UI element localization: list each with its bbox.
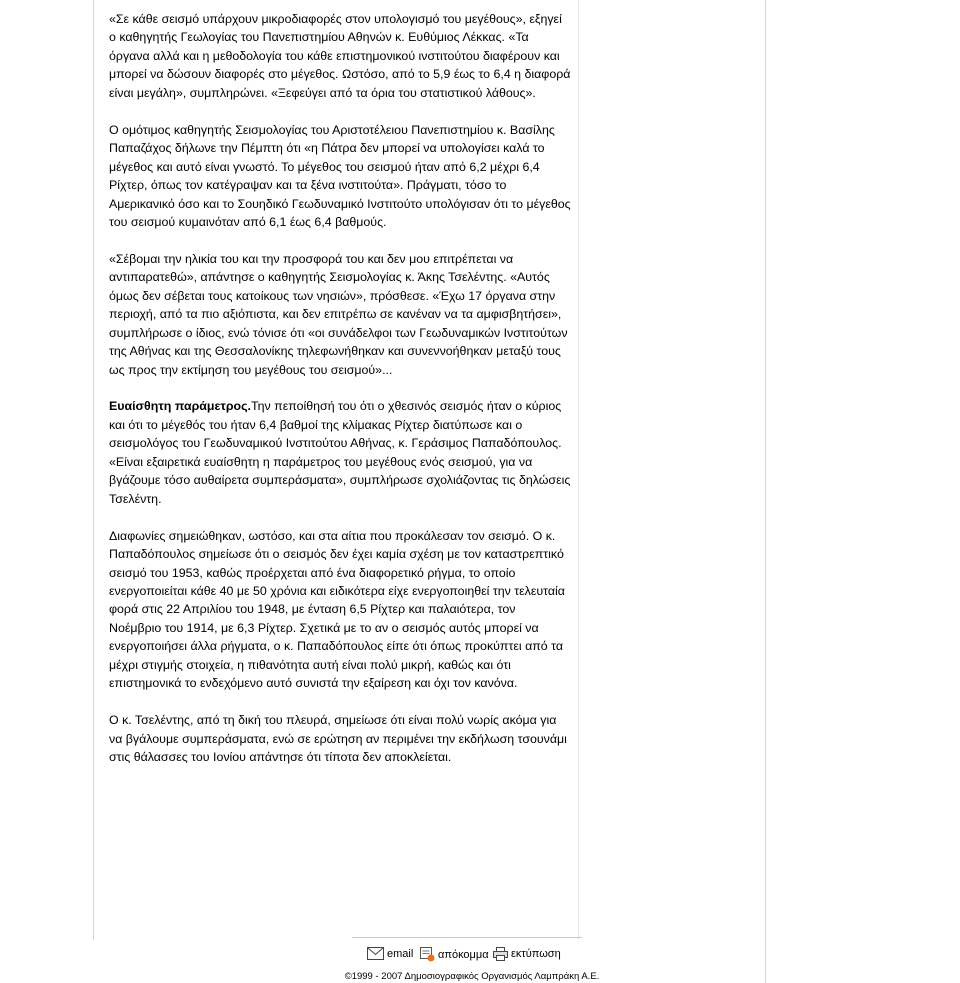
center-column-divider — [578, 0, 579, 940]
article-paragraph: Διαφωνίες σημειώθηκαν, ωστόσο, και στα αίτια που προκάλεσαν τον σεισμό. Ο κ. Παπαδόπουλος σημείωσε ότι ο σεισμός δεν έχει καμία σχέση με τον καταστρεπτικό σεισμό του 1953, καθώς προέρχεται από ένα διαφορετικό ρήγμα, το οποίο ενεργοποιείται κάθε 40 με 50 χρόνια και ειδικότερα είχε ενεργοποιηθεί την τελευταία φορά στις 22 Απριλίου του 1948, με ένταση 6,5 Ρίχτερ και παλαιότερα, τον Νοέμβριο του 1914, με 6,3 Ρίχτερ. Σχετικά με το αν ο σεισμός αυτός μπορεί να ενεργοποιήσει άλλα ρήγματα, ο κ. Παπαδόπουλος είπε ότι όπως προκύπτει από τα μέχρι στιγμής στοιχεία, η πιθανότητα αυτή είναι πολύ μικρή, καθώς και ότι επιστημονικά το ενδεχόμενο αυτό συνιστά την εξαίρεση και όχι τον κανόνα. — [109, 528, 565, 691]
copyright-text: ©1999 - 2007 Δημοσιογραφικός Οργανισμός Λαμπράκη Α.Ε. — [344, 971, 600, 982]
comment-link[interactable] — [420, 947, 489, 962]
printer-icon — [493, 947, 508, 961]
footer — [0, 971, 960, 982]
section-heading: Ευαίσθητη παράμετρος. — [109, 399, 251, 414]
article-body — [109, 10, 571, 785]
article-paragraph: «Σέβομαι την ηλικία του και την προσφορά του και δεν μου επιτρέπεται να αντιπαρατεθώ», απάντησε ο καθηγητής Σεισμολογίας κ. Άκης Τσελέντης. «Αυτός όμως δεν σέβεται τους κατοίκους των νησιών», πρόσθεσε. «Έχω 17 όργανα στην περιοχή, από τα πιο αξιόπιστα, και δεν επιτρέπω σε κανέναν να τα αμφισβητήσει», συμπλήρωσε ο ίδιος, ενώ τόνισε ότι «οι συνάδελφοι των Γεωδυναμικών Ινστιτούτων της Αθήνας και της Θεσσαλονίκης τηλεφωνήθηκαν και συνεννοήθηκαν μεταξύ τους ως προς την εκτίμηση του μεγέθους του σεισμού»... — [109, 251, 568, 377]
article-tools-bar — [352, 937, 582, 964]
left-column-divider — [93, 0, 94, 940]
section-text: Την πεποίθησή του ότι ο χθεσινός σεισμός ήταν ο κύριος και ότι το μέγεθός του ήταν 6,4 βαθμοί της κλίμακας Ρίχτερ διατύπωσε και ο σεισμολόγος του Γεωδυναμικού Ινστιτούτου Αθήνας, κ. Γεράσιμος Παπαδόπουλος. «Είναι εξαιρετικά ευαίσθητη η παράμετρος του μεγέθους ενός σεισμού, για να βγάζουμε τόσο αυθαίρετα συμπεράσματα», συμπλήρωσε σχολιάζοντας τις δηλώσεις Τσελέντη. — [109, 399, 571, 506]
comment-label: απόκομμα — [438, 948, 489, 961]
article-paragraph: Ο κ. Τσελέντης, από τη δική του πλευρά, σημείωσε ότι είναι πολύ νωρίς ακόμα για να βγάλουμε συμπεράσματα, ενώ σε ερώτηση αν περιμένει την εκδήλωση τσουνάμι στις θάλασσες του Ιονίου απάντησε ότι τίποτα δεν αποκλείεται. — [109, 713, 567, 765]
envelope-icon — [367, 947, 384, 960]
right-column-divider — [765, 0, 766, 983]
email-link[interactable] — [367, 947, 413, 960]
article-paragraph: «Σε κάθε σεισμό υπάρχουν μικροδιαφορές στον υπολογισμό του μεγέθους», εξηγεί ο καθηγητής Γεωλογίας του Πανεπιστημίου Αθηνών κ. Ευθύμιος Λέκκας. «Τα όργανα αλλά και η μεθοδολογία του κάθε επιστημονικού ινστιτούτου διαφέρουν και μπορεί να δώσουν διαφορές στο μέγεθος. Ωστόσο, από το 5,9 έως το 6,4 η διαφορά είναι μεγάλη», συμπληρώνει. «Ξεφεύγει από τα όρια του στατιστικού λάθους». — [109, 12, 571, 100]
print-label: εκτύπωση — [511, 948, 561, 960]
article-paragraph — [109, 397, 571, 508]
comment-icon — [420, 947, 435, 962]
email-label: email — [387, 947, 414, 960]
article-paragraph: Ο ομότιμος καθηγητής Σεισμολογίας του Αριστοτέλειου Πανεπιστημίου κ. Βασίλης Παπαζάχος δήλωνε την Πέμπτη ότι «η Πάτρα δεν μπορεί να υπολογίσει καλά το μέγεθος και αυτό είναι γνωστό. Το μέγεθος του σεισμού ήταν από 6,2 μέχρι 6,4 Ρίχτερ, όπως τον κατέγραψαν και τα ξένα ινστιτούτα». Πράγματι, τόσο το Αμερικανικό όσο και το Σουηδικό Γεωδυναμικό Ινστιτούτο υπολόγισαν ότι το μέγεθος του σεισμού κυμαινόταν από 6,1 έως 6,4 βαθμούς. — [109, 122, 571, 229]
print-link[interactable] — [493, 947, 561, 961]
